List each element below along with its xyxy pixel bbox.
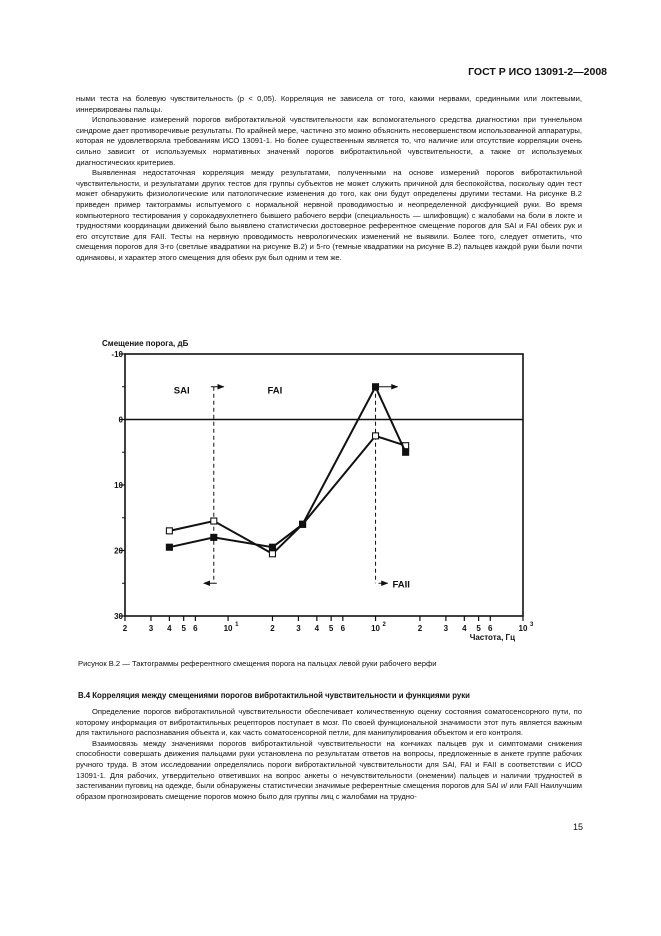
x-tick-label: 3 [148,624,154,633]
region-label-faii: FAII [392,579,410,591]
open-square-marker [166,528,172,534]
x-tick-label: 5 [328,624,334,633]
body-text-top [76,94,582,264]
paragraph: Определение порогов вибротактильной чувствительности обеспечивает количественную оценку состояния соматосенсорного пути, по которому информация от вибротактильных рецепторов поступает в мозг. По своей функциональной значимости этот путь является важным для тактильного распознавания объекта и, как часть соматосенсорной петли, для манипулирования объектом и его контроля. [76,707,582,738]
x-tick-label: 4 [462,624,467,633]
body-text-section [76,707,582,802]
paragraph: Выявленная недостаточная корреляция между результатами, полученными на основе измерений порогов вибротактильной чувствительности, и результатами других тестов для группы субъектов не может служить причиной для беспокойства, поскольку один тест может обнаружить физиологические или патологические изменения до того, как они будут определены другими тестами. На рисунке В.2 приведен пример тактограммы испытуемого с нормальной нервной проводимостью и неопределенной дисфункцией руки. Во время компьютерного тестирования у сорокадвухлетнего бывшего рабочего верфи (специальность — шлифовщик) с жалобами на боли в локте и трудностями координации движений было выявлено статистически достоверное референтное смещение порогов для SAI и FAI обеих рук и его отсутствие для FAII. Тесты на нервную проводимость неврологических изменений не выявили. Более того, следует отметить, что смещения порогов для 3-го (светлые квадратики на рисунке В.2) и 5-го (темные квадратики на рисунке В.2) пальцев каждой руки были почти одинаковы, и характер этого смещения для обеих рук был одним и тем же. [76,168,582,262]
region-label-fai: FAI [267,385,283,397]
section-heading: В.4 Корреляция между смещениями порогов вибротактильной чувствительности и функциями руки [78,691,470,700]
x-tick-label: 2 [417,624,423,633]
y-tick-label: 10 [114,481,123,490]
x-tick-label: 6 [340,624,346,633]
y-tick-label: -10 [111,350,123,359]
x-tick-label: 3 [443,624,449,633]
x-tick-label: 2 [122,624,128,633]
x-tick-label: 4 [167,624,172,633]
x-tick-exponent: 2 [382,622,386,628]
y-tick-label: 0 [118,415,123,425]
x-tick-label: 5 [476,624,481,633]
open-square-marker [373,433,379,439]
threshold-shift-chart [90,338,540,650]
x-axis-label: Частота, Гц [469,633,515,642]
document-header: ГОСТ Р ИСО 13091-2—2008 [468,66,607,78]
region-label-sai: SAI [173,385,190,397]
x-tick-label: 3 [296,624,301,633]
y-tick-label: 20 [114,546,123,556]
y-axis-label: Смещение порога, дБ [102,339,189,348]
x-tick-label: 10 [223,624,233,633]
x-tick-label: 4 [314,624,320,633]
open-square-marker [269,551,275,557]
paragraph: Взаимосвязь между значениями порогов вибротактильной чувствительности на кончиках пальцев рук и симптомами снижения способности совершать движения пальцами руки установлена по результатам ответов на вопросы, предложенные в анкете группе рабочих ручного труда. В этом исследовании определялись пороги вибротактильной чувствительности для SAI, FAI и FAII в соответствии с ИСО 13091-1. Для рабочих, утвердительно ответивших на вопрос анкеты о нечувствительности (онемении) пальцев и наличии трудностей в застегивании пуговиц на одежде, были обнаружены статистически значимые референтные смещения порогов для SAI и/ или FAII Наилучшим образом прогнозировать смещение порогов можно было для группы лиц с жалобами на трудно- [76,738,582,801]
x-tick-label: 10 [371,624,380,633]
x-tick-label: 10 [518,624,528,633]
filled-square-marker [211,534,217,540]
filled-square-marker [166,544,172,550]
paragraph: ными теста на болевую чувствительность (p < 0,05). Корреляция не зависела от того, какими нервами, срединными или локтевыми, иннервированы пальцы. [76,94,582,114]
filled-square-marker [373,384,379,390]
filled-square-marker [403,449,409,455]
x-tick-label: 6 [193,624,198,633]
x-tick-label: 2 [270,624,275,633]
x-tick-exponent: 3 [530,622,534,628]
filled-square-marker [300,521,306,527]
open-square-marker [211,518,217,524]
y-tick-label: 30 [114,612,123,621]
filled-square-marker [269,544,275,550]
x-tick-label: 5 [181,624,186,633]
page-number: 15 [572,822,583,832]
figure-caption: Рисунок В.2 — Тактограммы референтного смещения порога на пальцах левой руки рабочего верфи [78,659,437,668]
x-tick-label: 6 [488,624,493,633]
paragraph: Использование измерений порогов вибротактильной чувствительности как вспомогательного средства диагностики при туннельном синдроме дает противоречивые результаты. По крайней мере, частично это можно объяснить несовершенством использованной аппаратуры, которая не удовлетворяла требованиям ИСО 13091-1. Но более существенным является то, что наличие или отсутствие корреляции очень сильно зависит от используемых нормативных значений порогов вибротактильной чувствительности, а также от используемых диагностических критериев. [76,115,582,167]
x-tick-exponent: 1 [235,622,239,628]
